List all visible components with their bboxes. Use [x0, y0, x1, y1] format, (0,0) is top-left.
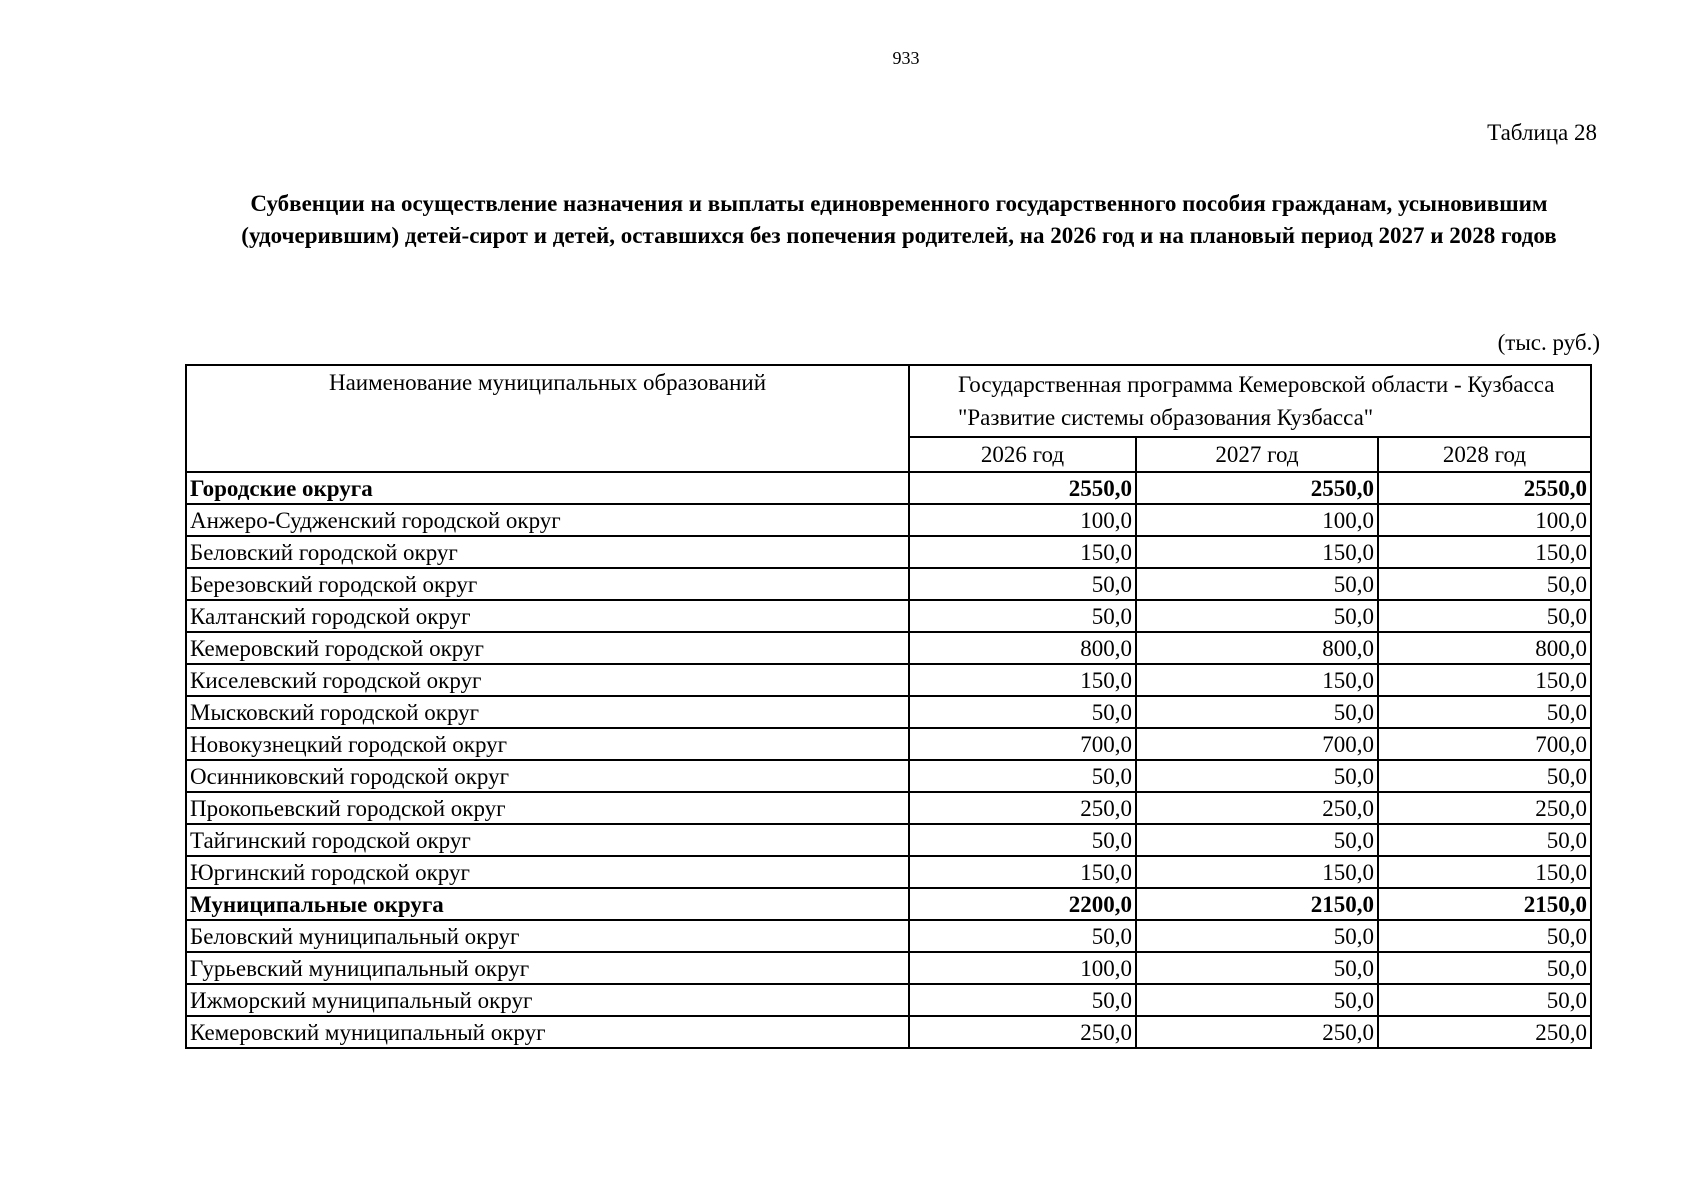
- municipality-name-cell: Беловский муниципальный округ: [186, 920, 909, 952]
- value-2026-cell: 50,0: [909, 984, 1136, 1016]
- value-2026-cell: 2200,0: [909, 888, 1136, 920]
- table-row: [186, 504, 1591, 536]
- value-2028-cell: 100,0: [1378, 504, 1591, 536]
- value-2026-cell: 50,0: [909, 824, 1136, 856]
- table-row: [186, 536, 1591, 568]
- municipality-name-cell: Ижморский муниципальный округ: [186, 984, 909, 1016]
- municipality-name-cell: Новокузнецкий городской округ: [186, 728, 909, 760]
- value-2026-cell: 250,0: [909, 1016, 1136, 1048]
- value-2027-cell: 800,0: [1136, 632, 1378, 664]
- table-group-row: [186, 888, 1591, 920]
- value-2026-cell: 800,0: [909, 632, 1136, 664]
- value-2027-cell: 50,0: [1136, 600, 1378, 632]
- value-2026-cell: 150,0: [909, 536, 1136, 568]
- value-2027-cell: 2550,0: [1136, 472, 1378, 504]
- value-2026-cell: 50,0: [909, 600, 1136, 632]
- table-body: [186, 472, 1591, 1048]
- value-2027-cell: 150,0: [1136, 856, 1378, 888]
- column-header-2026: 2026 год: [909, 437, 1136, 472]
- value-2028-cell: 250,0: [1378, 1016, 1591, 1048]
- value-2028-cell: 150,0: [1378, 856, 1591, 888]
- municipality-name-cell: Мысковский городской округ: [186, 696, 909, 728]
- table-row: [186, 984, 1591, 1016]
- table-row: [186, 920, 1591, 952]
- municipality-name-cell: Анжеро-Судженский городской округ: [186, 504, 909, 536]
- value-2027-cell: 700,0: [1136, 728, 1378, 760]
- table-row: [186, 568, 1591, 600]
- table-row: [186, 696, 1591, 728]
- table-row: [186, 952, 1591, 984]
- municipality-name-cell: Юргинский городской округ: [186, 856, 909, 888]
- column-header-program: Государственная программа Кемеровской области - Кузбасса "Развитие системы образования Кузбасса": [909, 365, 1591, 437]
- value-2026-cell: 250,0: [909, 792, 1136, 824]
- municipality-name-cell: Муниципальные округа: [186, 888, 909, 920]
- value-2026-cell: 100,0: [909, 504, 1136, 536]
- value-2027-cell: 150,0: [1136, 664, 1378, 696]
- value-2028-cell: 250,0: [1378, 792, 1591, 824]
- column-header-2028: 2028 год: [1378, 437, 1591, 472]
- table-row: [186, 1016, 1591, 1048]
- value-2028-cell: 2550,0: [1378, 472, 1591, 504]
- municipality-name-cell: Березовский городской округ: [186, 568, 909, 600]
- value-2028-cell: 50,0: [1378, 984, 1591, 1016]
- table-row: [186, 760, 1591, 792]
- value-2027-cell: 50,0: [1136, 920, 1378, 952]
- value-2028-cell: 50,0: [1378, 600, 1591, 632]
- value-2028-cell: 50,0: [1378, 760, 1591, 792]
- value-2026-cell: 50,0: [909, 568, 1136, 600]
- municipality-name-cell: Гурьевский муниципальный округ: [186, 952, 909, 984]
- table-row: [186, 600, 1591, 632]
- value-2026-cell: 700,0: [909, 728, 1136, 760]
- table-row: [186, 632, 1591, 664]
- value-2028-cell: 700,0: [1378, 728, 1591, 760]
- municipality-name-cell: Калтанский городской округ: [186, 600, 909, 632]
- municipality-name-cell: Кемеровский городской округ: [186, 632, 909, 664]
- value-2027-cell: 250,0: [1136, 1016, 1378, 1048]
- value-2028-cell: 50,0: [1378, 952, 1591, 984]
- page-number: 933: [892, 48, 920, 68]
- value-2027-cell: 50,0: [1136, 760, 1378, 792]
- value-2027-cell: 100,0: [1136, 504, 1378, 536]
- table-row: [186, 728, 1591, 760]
- municipality-name-cell: Осинниковский городской округ: [186, 760, 909, 792]
- units-label: (тыс. руб.): [1497, 330, 1600, 355]
- table-label: Таблица 28: [1487, 120, 1597, 145]
- column-header-2027: 2027 год: [1136, 437, 1378, 472]
- table-row: [186, 792, 1591, 824]
- table-row: [186, 824, 1591, 856]
- value-2028-cell: 150,0: [1378, 536, 1591, 568]
- value-2028-cell: 800,0: [1378, 632, 1591, 664]
- value-2028-cell: 50,0: [1378, 568, 1591, 600]
- column-header-name: Наименование муниципальных образований: [186, 365, 909, 472]
- value-2026-cell: 50,0: [909, 696, 1136, 728]
- municipality-name-cell: Киселевский городской округ: [186, 664, 909, 696]
- table-row: [186, 664, 1591, 696]
- municipality-name-cell: Беловский городской округ: [186, 536, 909, 568]
- document-title: Субвенции на осуществление назначения и выплаты единовременного государственного пособия гражданам, усыновившим (удочерившим) детей-сирот и детей, оставшихся без попечения родителей, на 2026 год и на плановый период 2027 и 2028 годов: [241, 191, 1557, 248]
- value-2028-cell: 2150,0: [1378, 888, 1591, 920]
- value-2026-cell: 50,0: [909, 760, 1136, 792]
- municipality-name-cell: Тайгинский городской округ: [186, 824, 909, 856]
- municipality-name-cell: Городские округа: [186, 472, 909, 504]
- subvention-table: [185, 364, 1592, 1049]
- value-2027-cell: 50,0: [1136, 824, 1378, 856]
- value-2027-cell: 50,0: [1136, 568, 1378, 600]
- value-2026-cell: 150,0: [909, 664, 1136, 696]
- value-2028-cell: 50,0: [1378, 696, 1591, 728]
- value-2028-cell: 150,0: [1378, 664, 1591, 696]
- value-2028-cell: 50,0: [1378, 824, 1591, 856]
- value-2027-cell: 50,0: [1136, 696, 1378, 728]
- value-2027-cell: 50,0: [1136, 952, 1378, 984]
- municipality-name-cell: Кемеровский муниципальный округ: [186, 1016, 909, 1048]
- municipality-name-cell: Прокопьевский городской округ: [186, 792, 909, 824]
- value-2026-cell: 150,0: [909, 856, 1136, 888]
- table-group-row: [186, 472, 1591, 504]
- value-2026-cell: 2550,0: [909, 472, 1136, 504]
- value-2027-cell: 50,0: [1136, 984, 1378, 1016]
- value-2027-cell: 150,0: [1136, 536, 1378, 568]
- value-2028-cell: 50,0: [1378, 920, 1591, 952]
- value-2027-cell: 2150,0: [1136, 888, 1378, 920]
- value-2027-cell: 250,0: [1136, 792, 1378, 824]
- value-2026-cell: 100,0: [909, 952, 1136, 984]
- value-2026-cell: 50,0: [909, 920, 1136, 952]
- table-row: [186, 856, 1591, 888]
